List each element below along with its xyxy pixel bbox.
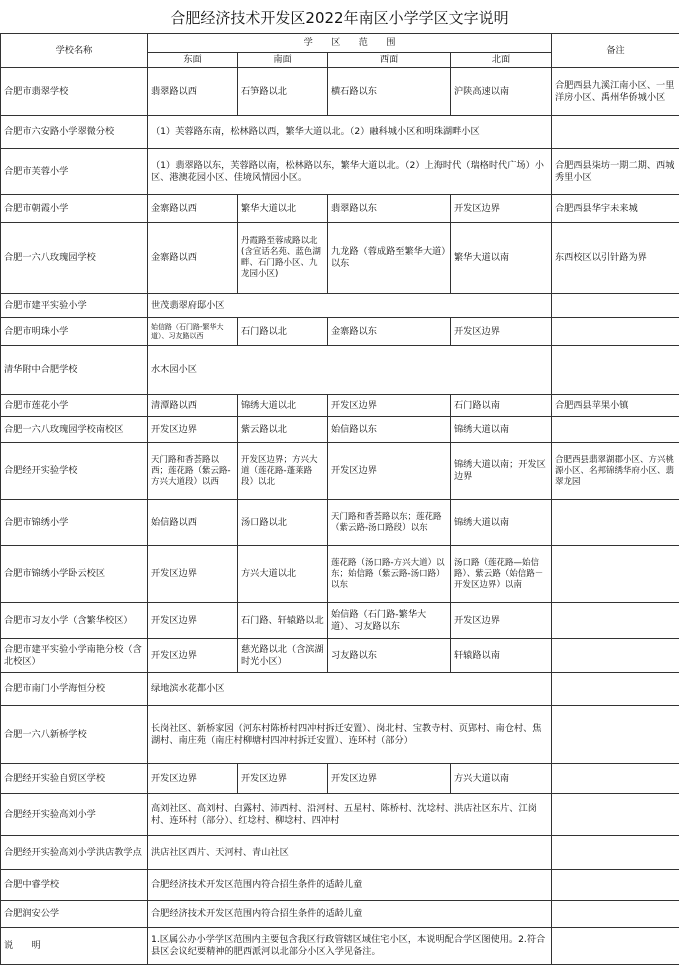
scope-text: 合肥经济技术开发区范围内符合招生条件的适龄儿童 bbox=[148, 870, 552, 901]
school-name: 合肥经开实验学校 bbox=[1, 443, 148, 500]
scope-east: 始信路（石门路-繁华大道）、习友路以西 bbox=[148, 318, 238, 346]
footer-label: 说 明 bbox=[1, 928, 148, 965]
scope-east: 翡翠路以西 bbox=[148, 68, 238, 116]
scope-text: （1）芙蓉路东南，松林路以西，繁华大道以北。（2）融科城小区和明珠湖畔小区 bbox=[148, 116, 552, 149]
school-name: 合肥市南门小学海恒分校 bbox=[1, 673, 148, 706]
school-name: 合肥市锦绣小学 bbox=[1, 500, 148, 546]
page-title: 合肥经济技术开发区2022年南区小学学区文字说明 bbox=[170, 9, 509, 27]
scope-east: 开发区边界 bbox=[148, 639, 238, 673]
scope-east: 开发区边界 bbox=[148, 603, 238, 639]
scope-text: 高刘社区、高刘村、白露村、沛西村、沿河村、五星村、陈桥村、沈埝村、洪店社区东片、江岗村、连环村（部分）、红埝村、柳埝村、四冲村 bbox=[148, 794, 552, 836]
note: 合肥西县华宇未来城 bbox=[552, 195, 679, 223]
note bbox=[552, 836, 679, 870]
note bbox=[552, 928, 679, 965]
scope-north: 锦绣大道以南 bbox=[451, 417, 552, 443]
note: 合肥西县翡翠湖郡小区、方兴桃源小区、名邦锦绣华府小区、翡翠龙园 bbox=[552, 443, 679, 500]
school-name: 合肥经开实验高刘小学 bbox=[1, 794, 148, 836]
note bbox=[552, 346, 679, 395]
scope-south: 紫云路以北 bbox=[238, 417, 328, 443]
note bbox=[552, 603, 679, 639]
note bbox=[552, 116, 679, 149]
scope-north: 开发区边界 bbox=[451, 318, 552, 346]
scope-text: 绿地滨水花都小区 bbox=[148, 673, 552, 706]
school-name: 合肥市翡翠学校 bbox=[1, 68, 148, 116]
school-name: 合肥经开实验高刘小学洪店教学点 bbox=[1, 836, 148, 870]
scope-text: 世茂翡翠府邸小区 bbox=[148, 294, 552, 318]
scope-east: 始信路以西 bbox=[148, 500, 238, 546]
note bbox=[552, 794, 679, 836]
scope-south: 汤口路以北 bbox=[238, 500, 328, 546]
scope-west: 九龙路（蓉成路至繁华大道）以东 bbox=[328, 223, 451, 294]
scope-text: 水木园小区 bbox=[148, 346, 552, 395]
scope-west: 始信路以东 bbox=[328, 417, 451, 443]
scope-east: 清潭路以西 bbox=[148, 395, 238, 417]
note bbox=[552, 417, 679, 443]
scope-east: 金寨路以西 bbox=[148, 195, 238, 223]
note bbox=[552, 673, 679, 706]
scope-east: 开发区边界 bbox=[148, 417, 238, 443]
scope-text: 合肥经济技术开发区范围内符合招生条件的适龄儿童 bbox=[148, 901, 552, 928]
scope-north: 锦绣大道以南 bbox=[451, 500, 552, 546]
header-east: 东面 bbox=[148, 53, 238, 68]
note bbox=[552, 318, 679, 346]
scope-west: 莲花路（汤口路-方兴大道）以东；始信路（紫云路-汤口路）以东 bbox=[328, 546, 451, 603]
note: 合肥西县柒坊一期二期、西城秀里小区 bbox=[552, 149, 679, 195]
scope-west: 开发区边界 bbox=[328, 395, 451, 417]
note bbox=[552, 294, 679, 318]
school-name: 合肥市莲花小学 bbox=[1, 395, 148, 417]
school-name: 合肥市建平实验小学南艳分校（含北校区） bbox=[1, 639, 148, 673]
scope-east: 开发区边界 bbox=[148, 546, 238, 603]
scope-text: 洪店社区西片、天河村、青山社区 bbox=[148, 836, 552, 870]
note bbox=[552, 546, 679, 603]
school-name: 合肥一六八玫瑰园学校南校区 bbox=[1, 417, 148, 443]
scope-text: 长岗社区、新桥家园（河东村陈桥村四冲村拆迁安置）、岗北村、宝教寺村、页郢村、南仓村、焦湖村、南庄苑（南庄村柳塘村四冲村拆迁安置）、连环村（部分） bbox=[148, 706, 552, 764]
school-name: 合肥市朝霞小学 bbox=[1, 195, 148, 223]
school-name: 合肥市建平实验小学 bbox=[1, 294, 148, 318]
scope-north: 沪陕高速以南 bbox=[451, 68, 552, 116]
header-north: 北面 bbox=[451, 53, 552, 68]
header-west: 西面 bbox=[328, 53, 451, 68]
school-name: 合肥市锦绣小学卧云校区 bbox=[1, 546, 148, 603]
school-district-table bbox=[0, 33, 679, 965]
scope-south: 丹霞路至蓉成路以北(含宣话名苑、蓝色湖畔、石门路小区、九龙园小区) bbox=[238, 223, 328, 294]
note bbox=[552, 764, 679, 794]
footer-text: 1.区属公办小学学区范围内主要包含我区行政管辖区域住宅小区，本说明配合学区图使用。2.符合县区会议纪要精神的肥西派河以北部分小区入学见备注。 bbox=[148, 928, 552, 965]
scope-north: 开发区边界 bbox=[451, 195, 552, 223]
note bbox=[552, 639, 679, 673]
scope-north: 轩辕路以南 bbox=[451, 639, 552, 673]
scope-west: 始信路（石门路-繁华大道）、习友路以东 bbox=[328, 603, 451, 639]
scope-west: 翡翠路以东 bbox=[328, 195, 451, 223]
header-school: 学校名称 bbox=[1, 34, 148, 68]
scope-south: 方兴大道以北 bbox=[238, 546, 328, 603]
scope-north: 锦绣大道以南；开发区边界 bbox=[451, 443, 552, 500]
school-name: 合肥中睿学校 bbox=[1, 870, 148, 901]
scope-east: 开发区边界 bbox=[148, 764, 238, 794]
scope-north: 繁华大道以南 bbox=[451, 223, 552, 294]
note: 合肥西县九溪江南小区、一里洋房小区、禹州华侨城小区 bbox=[552, 68, 679, 116]
note bbox=[552, 500, 679, 546]
scope-west: 金寨路以东 bbox=[328, 318, 451, 346]
note bbox=[552, 706, 679, 764]
scope-south: 开发区边界 bbox=[238, 764, 328, 794]
scope-south: 石门路、轩辕路以北 bbox=[238, 603, 328, 639]
note: 合肥西县苹果小镇 bbox=[552, 395, 679, 417]
header-south: 南面 bbox=[238, 53, 328, 68]
scope-west: 横石路以东 bbox=[328, 68, 451, 116]
scope-west: 天门路和香荟路以东；莲花路（紫云路-汤口路段）以东 bbox=[328, 500, 451, 546]
scope-south: 石笋路以北 bbox=[238, 68, 328, 116]
scope-west: 习友路以东 bbox=[328, 639, 451, 673]
scope-east: 天门路和香荟路以西；莲花路（紫云路-方兴大道段）以西 bbox=[148, 443, 238, 500]
scope-east: 金寨路以西 bbox=[148, 223, 238, 294]
scope-west: 开发区边界 bbox=[328, 764, 451, 794]
school-name: 合肥市习友小学（含繁华校区） bbox=[1, 603, 148, 639]
scope-south: 慈光路以北（含滨湖时光小区） bbox=[238, 639, 328, 673]
scope-south: 开发区边界；方兴大道（莲花路-蓬莱路段）以北 bbox=[238, 443, 328, 500]
school-name: 合肥润安公学 bbox=[1, 901, 148, 928]
note: 东西校区以引针路为界 bbox=[552, 223, 679, 294]
school-name: 合肥市芙蓉小学 bbox=[1, 149, 148, 195]
scope-north: 石门路以南 bbox=[451, 395, 552, 417]
school-name: 合肥市明珠小学 bbox=[1, 318, 148, 346]
scope-south: 繁华大道以北 bbox=[238, 195, 328, 223]
header-note: 备注 bbox=[552, 34, 679, 68]
scope-west: 开发区边界 bbox=[328, 443, 451, 500]
school-name: 清华附中合肥学校 bbox=[1, 346, 148, 395]
school-name: 合肥一六八新桥学校 bbox=[1, 706, 148, 764]
scope-south: 锦绣大道以北 bbox=[238, 395, 328, 417]
school-name: 合肥一六八玫瑰园学校 bbox=[1, 223, 148, 294]
scope-north: 方兴大道以南 bbox=[451, 764, 552, 794]
scope-north: 开发区边界 bbox=[451, 603, 552, 639]
note bbox=[552, 870, 679, 901]
school-name: 合肥市六安路小学翠微分校 bbox=[1, 116, 148, 149]
header-scope: 学 区 范 围 bbox=[148, 34, 552, 53]
scope-south: 石门路以北 bbox=[238, 318, 328, 346]
scope-text: （1）翡翠路以东，芙蓉路以南，松林路以东，繁华大道以北。（2）上海时代（瑞格时代广场）小区、港澳花园小区、佳境风情园小区。 bbox=[148, 149, 552, 195]
note bbox=[552, 901, 679, 928]
school-name: 合肥经开实验自贸区学校 bbox=[1, 764, 148, 794]
scope-north: 汤口路（莲花路—始信路）、紫云路（始信路－开发区边界）以南 bbox=[451, 546, 552, 603]
